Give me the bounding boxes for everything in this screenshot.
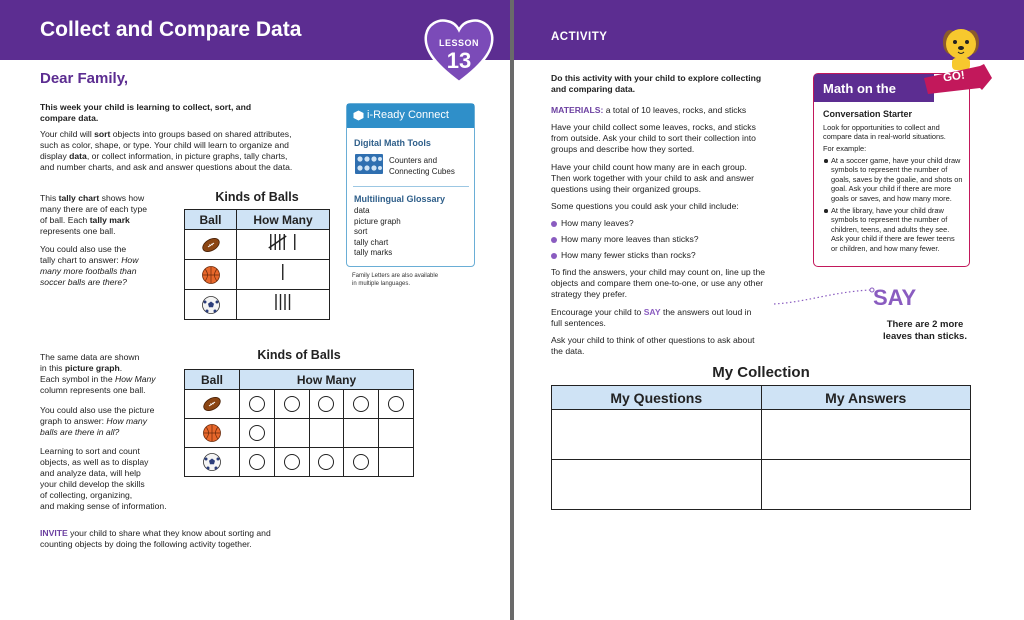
go-bullet-line: goals, saves by the goalie, and shots on	[831, 174, 963, 184]
graph-cell	[344, 390, 379, 419]
tally-marks-icon	[263, 261, 303, 283]
tools-heading: Digital Math Tools	[354, 138, 431, 148]
tally-question: many more footballs than	[40, 266, 137, 276]
tool-label: Counters and	[389, 156, 438, 165]
go-bullet-line: symbols to represent the number of	[831, 165, 948, 175]
graph-symbol	[318, 396, 334, 412]
graph-question: You could also use the picture	[40, 405, 155, 415]
ball-cell	[185, 260, 237, 290]
tool-label: Connecting Cubes	[389, 167, 455, 176]
lesson-number: 13	[446, 48, 472, 73]
iready-header	[347, 104, 474, 128]
graph-cell	[240, 390, 275, 419]
activity-text: Some questions you could ask your child include:	[551, 201, 739, 211]
invite-text: counting objects by doing the following activity together.	[40, 539, 252, 549]
go-bullet: At the library, have your child draw	[831, 206, 944, 215]
glossary-term: tally chart	[354, 237, 389, 247]
collection-table	[551, 385, 971, 510]
graph-text: Each symbol in the How Many	[40, 374, 156, 384]
activity-lead: and comparing data.	[551, 84, 636, 94]
say-heading: SAY	[873, 285, 917, 310]
graph-cell	[309, 419, 344, 448]
graph-symbol	[249, 454, 265, 470]
go-word: GO!	[942, 69, 966, 85]
ball-cell	[185, 290, 237, 320]
go-bullet-line: children, teens, and adults they see.	[831, 224, 950, 234]
tally-cell	[237, 290, 330, 320]
lesson-label: LESSON	[438, 38, 479, 48]
go-bullet-line: Ask your child if there are fewer teens	[831, 234, 955, 244]
iready-connect-box	[346, 103, 475, 267]
activity-text: strategy they prefer.	[551, 289, 627, 299]
go-text: For example:	[823, 144, 867, 153]
go-bullet-line: goals or saves, and how many more.	[831, 193, 952, 203]
column-header: How Many	[237, 210, 330, 230]
left-page	[0, 0, 510, 620]
question-item: How many leaves?	[561, 218, 634, 228]
conversation-starter-heading: Conversation Starter	[823, 109, 913, 119]
tally-text: of ball. Each tally mark	[40, 215, 130, 225]
materials-line: MATERIALS: a total of 10 leaves, rocks, and sticks	[551, 105, 747, 115]
activity-text: To find the answers, your child may count on, line up the	[551, 267, 766, 277]
soccer-ball-icon	[201, 295, 221, 315]
tally-chart-title: Kinds of Balls	[215, 190, 299, 204]
question-item: How many more leaves than sticks?	[561, 234, 699, 244]
graph-symbol	[249, 425, 265, 441]
graph-cell	[274, 419, 309, 448]
dotted-connector-icon	[772, 280, 882, 310]
graph-cell	[309, 448, 344, 477]
column-header: How Many	[240, 370, 414, 390]
go-bullet-line: goal. Ask your child if there are more	[831, 184, 951, 194]
football-icon	[201, 235, 221, 255]
tally-question: You could also use the	[40, 244, 127, 254]
learning-text: Learning to sort and count	[40, 446, 140, 456]
table-row	[552, 410, 971, 460]
football-icon	[202, 394, 222, 414]
glossary-term: data	[354, 206, 370, 215]
graph-symbol	[284, 454, 300, 470]
go-bullet-line: or children, and how many fewer.	[831, 243, 940, 253]
intro-bold-line: This week your child is learning to collect, sort, and	[40, 102, 252, 112]
ball-cell	[185, 230, 237, 260]
graph-text: column represents one ball.	[40, 385, 146, 395]
column-header: Ball	[185, 370, 240, 390]
basketball-icon	[201, 265, 221, 285]
activity-text: Ask your child to think of other questions to ask about	[551, 335, 755, 345]
intro-line: Your child will sort objects into groups based on shared attributes,	[40, 129, 292, 139]
graph-symbol	[353, 454, 369, 470]
math-on-the-go-box	[813, 73, 970, 267]
intro-line: and number charts, and ask and answer questions about the data.	[40, 162, 293, 172]
language-note: in multiple languages.	[352, 281, 411, 287]
graph-symbol	[388, 396, 404, 412]
picture-graph	[184, 369, 414, 477]
tally-cell	[237, 260, 330, 290]
iready-brand: i-Ready Connect	[367, 109, 449, 121]
graph-text: The same data are shown	[40, 352, 140, 362]
table-row	[185, 419, 414, 448]
tally-marks-icon	[263, 231, 303, 253]
tally-question: tally chart to answer: How	[40, 255, 139, 265]
graph-symbol	[353, 396, 369, 412]
graph-cell	[379, 448, 414, 477]
column-header: My Questions	[552, 386, 762, 410]
picture-graph-title: Kinds of Balls	[257, 348, 341, 362]
go-bullet: At a soccer game, have your child draw	[831, 156, 961, 165]
go-text: Look for opportunities to collect and	[823, 123, 940, 132]
answer-cell[interactable]	[761, 460, 971, 510]
ball-cell	[185, 419, 240, 448]
graph-question: balls are there in all?	[40, 427, 120, 437]
go-text: compare data in real-world situations.	[823, 132, 946, 142]
graph-symbol	[284, 396, 300, 412]
learning-text: and making sense of information.	[40, 501, 167, 511]
ball-cell	[185, 390, 240, 419]
activity-text: from outside. Ask your child to sort their collection into	[551, 133, 756, 143]
activity-text: full sentences.	[551, 318, 606, 328]
learning-text: objects, as well as to display	[40, 457, 149, 467]
graph-cell	[309, 390, 344, 419]
answer-cell[interactable]	[761, 410, 971, 460]
intro-bold-line: compare data.	[40, 113, 99, 123]
tally-text: This tally chart shows how	[40, 193, 145, 203]
column-header: My Answers	[761, 386, 971, 410]
intro-line: such as color, shape, or type. Your child will learn to organize and	[40, 140, 289, 150]
glossary-heading: Multilingual Glossary	[354, 194, 446, 204]
graph-cell	[240, 448, 275, 477]
tally-question: soccer balls are there?	[40, 277, 127, 287]
table-row	[185, 290, 330, 320]
activity-lead: Do this activity with your child to explore collecting	[551, 73, 762, 83]
tally-text: represents one ball.	[40, 226, 116, 236]
tally-marks-icon	[263, 291, 303, 313]
activity-text: objects and compare them one-to-one, or use any other	[551, 278, 764, 288]
graph-cell	[344, 448, 379, 477]
graph-text: in this picture graph.	[40, 363, 123, 373]
activity-text: Then work together with your child to ask and answer	[551, 173, 755, 183]
graph-symbol	[249, 396, 265, 412]
glossary-term: sort	[354, 227, 368, 236]
divider	[353, 186, 469, 187]
graph-cell	[274, 448, 309, 477]
graph-cell	[240, 419, 275, 448]
graph-question: graph to answer: How many	[40, 416, 147, 426]
activity-text: Have your child count how many are in each group.	[551, 162, 747, 172]
soccer-ball-icon	[202, 452, 222, 472]
table-row	[185, 260, 330, 290]
question-cell[interactable]	[552, 410, 762, 460]
learning-text: and analyze data, will help	[40, 468, 141, 478]
glossary-term: tally marks	[354, 248, 393, 257]
tally-text: many there are of each type	[40, 204, 148, 214]
language-note: Family Letters are also available	[352, 273, 439, 279]
activity-text: groups and describe how they sorted.	[551, 144, 695, 154]
ball-cell	[185, 448, 240, 477]
right-page	[514, 0, 1024, 620]
collection-title: My Collection	[712, 364, 810, 381]
page-title: Collect and Compare Data	[40, 18, 302, 41]
go-title: Math on the	[823, 81, 896, 96]
activity-text: Encourage your child to SAY the answers out loud in	[551, 307, 752, 317]
question-item: How many fewer sticks than rocks?	[561, 250, 696, 260]
say-sentence: There are 2 more leaves than sticks.	[883, 319, 967, 342]
glossary-term: picture graph	[354, 216, 401, 226]
table-row	[185, 230, 330, 260]
activity-text: questions using their organized groups.	[551, 184, 702, 194]
intro-line: display data, or collect information, in picture graphs, tally charts,	[40, 151, 288, 161]
graph-cell	[274, 390, 309, 419]
go-bullet-line: symbols to represent the number of	[831, 215, 948, 225]
table-row	[185, 390, 414, 419]
table-row	[185, 448, 414, 477]
activity-text: the data.	[551, 346, 585, 356]
graph-cell	[344, 419, 379, 448]
invite-text: INVITE your child to share what they know about sorting and	[40, 528, 271, 538]
greeting: Dear Family,	[40, 70, 129, 87]
learning-text: of collecting, organizing,	[40, 490, 133, 500]
activity-title: ACTIVITY	[551, 31, 608, 43]
question-cell[interactable]	[552, 460, 762, 510]
column-header: Ball	[185, 210, 237, 230]
connecting-cubes-icon	[355, 154, 383, 174]
iready-logo-icon	[353, 110, 364, 121]
graph-symbol	[318, 454, 334, 470]
activity-text: Have your child collect some leaves, rocks, and sticks	[551, 122, 756, 132]
learning-text: your child develop the skills	[40, 479, 145, 489]
basketball-icon	[202, 423, 222, 443]
graph-cell	[379, 390, 414, 419]
tally-cell	[237, 230, 330, 260]
tally-chart	[184, 209, 330, 320]
table-row	[552, 460, 971, 510]
graph-cell	[379, 419, 414, 448]
